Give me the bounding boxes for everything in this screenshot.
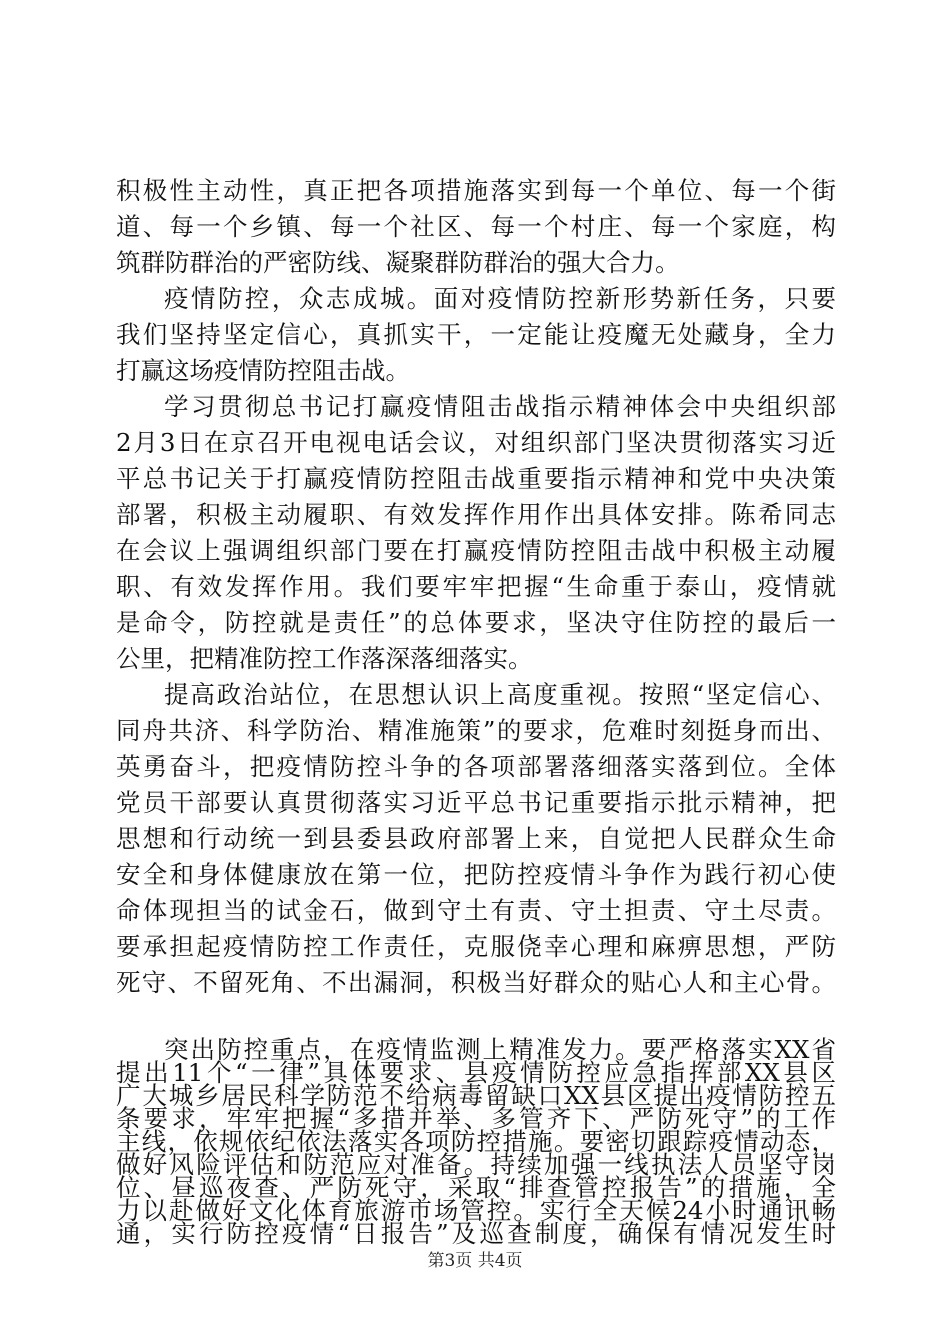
text-line: 公里，把精准防控工作落深落细落实。 <box>116 644 533 673</box>
text-line: 死守、不留死角、不出漏洞，积极当好群众的贴心人和主心骨。 <box>116 968 836 997</box>
text-line: 我们坚持坚定信心，真抓实干，一定能让疫魔无处藏身，全力 <box>116 320 836 349</box>
text-line: 同舟共济、科学防治、精准施策”的要求，危难时刻挺身而出、 <box>116 716 836 745</box>
text-line: 条要求，牢牢把握“多措并举、多管齐下、严防死守”的工作 <box>116 1104 836 1133</box>
paragraph-start-line: 疫情防控，众志成城。面对疫情防控新形势新任务，只要 <box>164 284 836 313</box>
text-line: 要承担起疫情防控工作责任，克服侥幸心理和麻痹思想，严防 <box>116 932 836 961</box>
text-line: 主线，依规依纪依法落实各项防控措施。要密切跟踪疫情动态， <box>116 1127 836 1156</box>
text-line: 位、昼巡夜查、严防死守，采取“排查管控报告”的措施，全 <box>116 1173 836 1202</box>
text-line: 2月3日在京召开电视电话会议，对组织部门坚决贯彻落实习近 <box>116 428 836 457</box>
text-line: 职、有效发挥作用。我们要牢牢把握“生命重于泰山，疫情就 <box>116 572 836 601</box>
page-number-footer: 第3页 共4页 <box>427 1251 523 1271</box>
text-line: 广大城乡居民科学防范不给病毒留缺口XX县区提出疫情防控五 <box>116 1081 836 1110</box>
text-line: 是命令，防控就是责任”的总体要求，坚决守住防控的最后一 <box>116 608 836 637</box>
text-line: 思想和行动统一到县委县政府部署上来，自觉把人民群众生命 <box>116 824 836 853</box>
text-line: 打赢这场疫情防控阻击战。 <box>116 356 410 385</box>
text-line: 筑群防群治的严密防线、凝聚群防群治的强大合力。 <box>116 248 680 277</box>
text-line: 英勇奋斗，把疫情防控斗争的各项部署落细落实落到位。全体 <box>116 752 836 781</box>
text-line: 部署，积极主动履职、有效发挥作用作出具体安排。陈希同志 <box>116 500 836 529</box>
text-line: 在会议上强调组织部门要在打赢疫情防控阻击战中积极主动履 <box>116 536 836 565</box>
text-line: 平总书记关于打赢疫情防控阻击战重要指示精神和党中央决策 <box>116 464 836 493</box>
paragraph-start-line: 提高政治站位，在思想认识上高度重视。按照“坚定信心、 <box>164 680 836 709</box>
text-line: 通，实行防控疫情“日报告”及巡查制度，确保有情况发生时 <box>116 1219 836 1248</box>
paragraph-start-line: 学习贯彻总书记打赢疫情阻击战指示精神体会中央组织部 <box>164 392 836 421</box>
text-line: 党员干部要认真贯彻落实习近平总书记重要指示批示精神，把 <box>116 788 836 817</box>
text-line: 命体现担当的试金石，做到守土有责、守土担责、守土尽责。 <box>116 896 836 925</box>
text-line: 安全和身体健康放在第一位，把防控疫情斗争作为践行初心使 <box>116 860 836 889</box>
paragraph-start-line: 突出防控重点，在疫情监测上精准发力。要严格落实XX省 <box>164 1035 836 1064</box>
text-line: 做好风险评估和防范应对准备。持续加强一线执法人员坚守岗 <box>116 1150 836 1179</box>
text-line: 力以赴做好文化体育旅游市场管控。实行全天候24小时通讯畅 <box>116 1196 836 1225</box>
text-line: 积极性主动性，真正把各项措施落实到每一个单位、每一个街 <box>116 176 836 205</box>
text-line: 提出11个“一律”具体要求、县疫情防控应急指挥部XX县区 <box>116 1058 836 1087</box>
text-line: 道、每一个乡镇、每一个社区、每一个村庄、每一个家庭，构 <box>116 212 836 241</box>
